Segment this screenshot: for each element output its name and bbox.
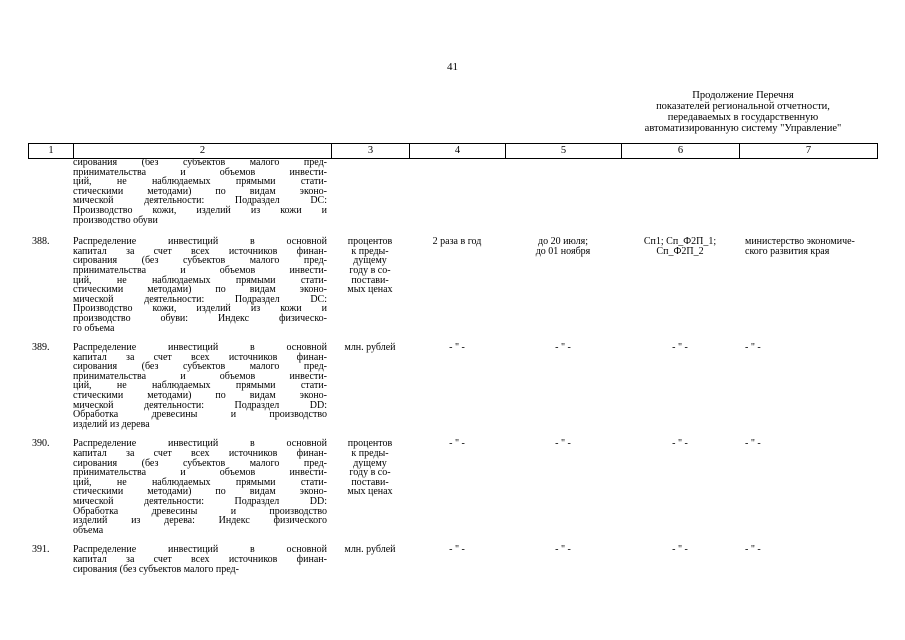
cell-line: - " - bbox=[672, 342, 688, 354]
cell-line: сирования (без субъектов малого пред- bbox=[73, 361, 327, 373]
unit-of-measure bbox=[331, 237, 409, 333]
cell-line: ций, не наблюдаемых прямыми стати- bbox=[73, 274, 327, 286]
row-number: 389. bbox=[32, 342, 50, 354]
cell-line: Распределение инвестиций в основной bbox=[73, 342, 327, 354]
unit-of-measure bbox=[331, 343, 409, 429]
table-row bbox=[28, 439, 877, 535]
column-header-1: 1 bbox=[29, 144, 74, 159]
column-number-header bbox=[28, 143, 878, 159]
cell-line: до 01 ноября bbox=[535, 245, 591, 257]
cell-line: - " - bbox=[745, 438, 761, 450]
continuation-line: автоматизированную систему "Управление" bbox=[644, 123, 842, 134]
unit-of-measure bbox=[331, 439, 409, 535]
responsible-authority bbox=[739, 439, 877, 535]
indicator-name bbox=[73, 545, 331, 574]
cell-line: стическими методами) по видам эконо- bbox=[73, 390, 327, 402]
responsible-authority bbox=[739, 343, 877, 429]
cell-line: Обработка древесины и производство bbox=[73, 505, 327, 517]
cell-line: мической деятельности: Подраздел DD: bbox=[73, 399, 327, 411]
cell-line: изделий из дерева: Индекс физического bbox=[73, 515, 327, 527]
submission-deadline bbox=[505, 237, 621, 333]
cell-line: к преды- bbox=[351, 448, 389, 460]
cell-line: - " - bbox=[555, 544, 571, 556]
column-header-7: 7 bbox=[740, 144, 878, 159]
cell-line: - " - bbox=[555, 438, 571, 450]
cell-line: ций, не наблюдаемых прямыми стати- bbox=[73, 476, 327, 488]
column-header-3: 3 bbox=[332, 144, 410, 159]
column-header-6: 6 bbox=[622, 144, 740, 159]
cell-line: Распределение инвестиций в основной bbox=[73, 544, 327, 556]
cell-line: стическими методами) по видам эконо- bbox=[73, 486, 327, 498]
column-header-4: 4 bbox=[410, 144, 506, 159]
cell-line: капитал за счет всех источников финан- bbox=[73, 245, 327, 257]
report-form bbox=[621, 439, 739, 535]
report-form bbox=[621, 545, 739, 574]
cell-line: ского развития края bbox=[745, 245, 830, 257]
reporting-frequency: - " - bbox=[449, 342, 465, 354]
responsible-authority bbox=[739, 158, 877, 225]
cell-line: Обработка древесины и производство bbox=[73, 409, 327, 421]
cell-line: принимательства и объемов инвести- bbox=[73, 166, 327, 178]
continuation-heading bbox=[614, 90, 872, 134]
cell-line: - " - bbox=[745, 544, 761, 556]
cell-line: Сп1; Сп_Ф2П_1; bbox=[643, 236, 717, 248]
table-row bbox=[28, 545, 877, 574]
cell-line: принимательства и объемов инвести- bbox=[73, 370, 327, 382]
cell-line: году в со- bbox=[349, 264, 391, 276]
cell-line: министерство экономиче- bbox=[745, 236, 855, 248]
indicator-name bbox=[73, 158, 331, 225]
cell-line: го объема bbox=[73, 322, 115, 334]
cell-line: - " - bbox=[745, 342, 761, 354]
cell-line: сирования (без субъектов малого пред- bbox=[73, 255, 327, 267]
submission-deadline bbox=[505, 545, 621, 574]
cell-line: стическими методами) по видам эконо- bbox=[73, 284, 327, 296]
cell-line: процентов bbox=[347, 236, 393, 248]
row-number: 390. bbox=[32, 438, 50, 450]
table-row bbox=[28, 343, 877, 429]
cell-line: дущему bbox=[353, 255, 387, 267]
reporting-frequency bbox=[409, 158, 505, 225]
report-form bbox=[621, 237, 739, 333]
responsible-authority bbox=[739, 237, 877, 333]
cell-line: дущему bbox=[353, 457, 387, 469]
submission-deadline bbox=[505, 343, 621, 429]
column-header-2: 2 bbox=[74, 144, 332, 159]
cell-line: Сп_Ф2П_2 bbox=[656, 245, 704, 257]
submission-deadline bbox=[505, 439, 621, 535]
cell-line: постави- bbox=[351, 274, 389, 286]
indicator-name bbox=[73, 343, 331, 429]
cell-line: принимательства и объемов инвести- bbox=[73, 467, 327, 479]
header-row bbox=[29, 144, 878, 159]
unit-of-measure bbox=[331, 158, 409, 225]
cell-line: Распределение инвестиций в основной bbox=[73, 438, 327, 450]
cell-line: сирования (без субъектов малого пред- bbox=[73, 563, 239, 575]
cell-line: Распределение инвестиций в основной bbox=[73, 236, 327, 248]
submission-deadline bbox=[505, 158, 621, 225]
continuation-line: Продолжение Перечня bbox=[692, 90, 794, 101]
reporting-frequency: - " - bbox=[449, 544, 465, 556]
row-number: 391. bbox=[32, 544, 50, 556]
row-number: 388. bbox=[32, 236, 50, 248]
reporting-frequency: - " - bbox=[449, 438, 465, 450]
cell-line: мической деятельности: Подраздел DC: bbox=[73, 293, 327, 305]
indicator-name bbox=[73, 237, 331, 333]
responsible-authority bbox=[739, 545, 877, 574]
cell-line: году в со- bbox=[349, 467, 391, 479]
table-body bbox=[28, 158, 877, 640]
cell-line: принимательства и объемов инвести- bbox=[73, 264, 327, 276]
indicator-name bbox=[73, 439, 331, 535]
row-number bbox=[28, 158, 73, 225]
cell-line: - " - bbox=[672, 438, 688, 450]
cell-line: процентов bbox=[347, 438, 393, 450]
continuation-line: показателей региональной отчетности, bbox=[656, 101, 830, 112]
continuation-line: передаваемых в государственную bbox=[667, 112, 819, 123]
cell-line: - " - bbox=[555, 342, 571, 354]
unit-of-measure bbox=[331, 545, 409, 574]
cell-line: сирования (без субъектов малого пред- bbox=[73, 457, 327, 469]
cell-line: мической деятельности: Подраздел DD: bbox=[73, 496, 327, 507]
table-row bbox=[28, 158, 877, 225]
cell-line: изделий из дерева bbox=[73, 418, 150, 430]
cell-line: производство обуви: Индекс физическо- bbox=[73, 312, 327, 324]
cell-line: Производство кожи, изделий из кожи и bbox=[73, 303, 327, 315]
cell-line: капитал за счет всех источников финан- bbox=[73, 448, 327, 460]
report-form bbox=[621, 158, 739, 225]
cell-line: млн. рублей bbox=[344, 544, 396, 556]
cell-line: капитал за счет всех источников финан- bbox=[73, 351, 327, 363]
cell-line: ций, не наблюдаемых прямыми стати- bbox=[73, 380, 327, 392]
cell-line: млн. рублей bbox=[344, 342, 396, 354]
cell-line: капитал за счет всех источников финан- bbox=[73, 553, 327, 565]
page-number: 41 bbox=[447, 61, 458, 73]
cell-line: производство обуви bbox=[73, 214, 158, 226]
cell-line: - " - bbox=[672, 544, 688, 556]
report-form bbox=[621, 343, 739, 429]
cell-line: мической деятельности: Подраздел DC: bbox=[73, 195, 327, 207]
cell-line: Производство кожи, изделий из кожи и bbox=[73, 204, 327, 216]
cell-line: мых ценах bbox=[347, 284, 393, 296]
cell-line: постави- bbox=[351, 476, 389, 488]
table-row bbox=[28, 237, 877, 333]
cell-line: стическими методами) по видам эконо- bbox=[73, 185, 327, 197]
column-header-5: 5 bbox=[506, 144, 622, 159]
cell-line: объема bbox=[73, 524, 104, 536]
cell-line: до 20 июля; bbox=[537, 236, 589, 248]
cell-line: ций, не наблюдаемых прямыми стати- bbox=[73, 176, 327, 188]
cell-line: мых ценах bbox=[347, 486, 393, 498]
cell-line: к преды- bbox=[351, 245, 389, 257]
reporting-frequency: 2 раза в год bbox=[432, 236, 482, 248]
cell-line: сирования (без субъектов малого пред- bbox=[73, 158, 327, 168]
